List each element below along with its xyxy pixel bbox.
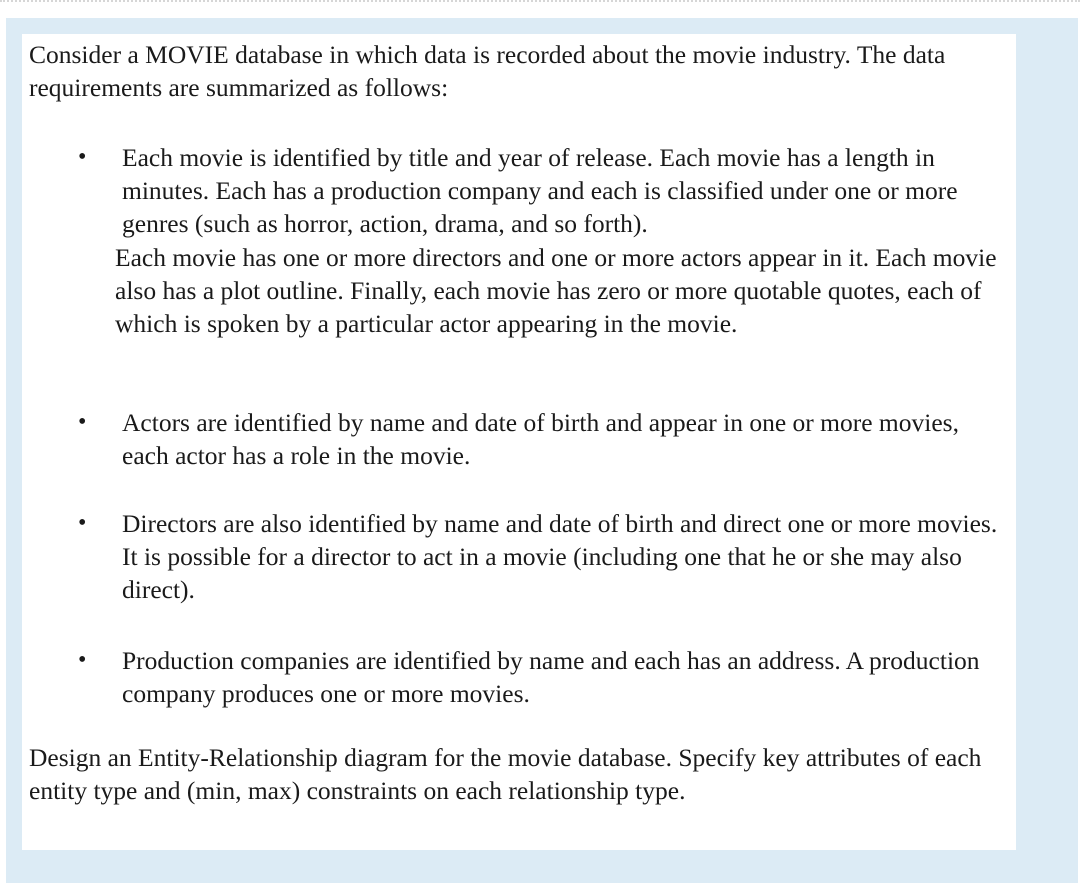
bullet-dot: • — [78, 409, 87, 435]
top-dotted-divider — [0, 0, 1080, 6]
bullet-text-movie: Each movie is identified by title and year of release. Each movie has a length in minutes. Each has a production company and each is classified under one or more genres (such as horror, action, drama, and so forth). — [122, 143, 958, 238]
bullet-text-actors: Actors are identified by name and date of birth and appear in one or more movies, each actor has a role in the movie. — [122, 408, 959, 470]
bullet-text-production-companies: Production companies are identified by name and each has an address. A production company produces one or more movies. — [122, 646, 980, 708]
bullet-dot: • — [78, 647, 87, 673]
intro-paragraph: Consider a MOVIE database in which data is recorded about the movie industry. The data requirements are summarized as follows: — [29, 40, 946, 102]
outro-paragraph: Design an Entity-Relationship diagram for the movie database. Specify key attributes of each entity type and (min, max) constraints on each relationship type. — [29, 743, 982, 805]
bullet-dot: • — [78, 144, 87, 170]
bullet-continuation-movie: Each movie has one or more directors and one or more actors appear in it. Each movie also has a plot outline. Finally, each movie has zero or more quotable quotes, each of which is spoken by a particular actor appearing in the movie. — [115, 243, 997, 338]
question-document — [22, 34, 1016, 850]
bullet-dot: • — [78, 510, 87, 536]
bullet-text-directors: Directors are also identified by name and date of birth and direct one or more movies. It is possible for a director to act in a movie (including one that he or she may also direct). — [122, 509, 998, 604]
